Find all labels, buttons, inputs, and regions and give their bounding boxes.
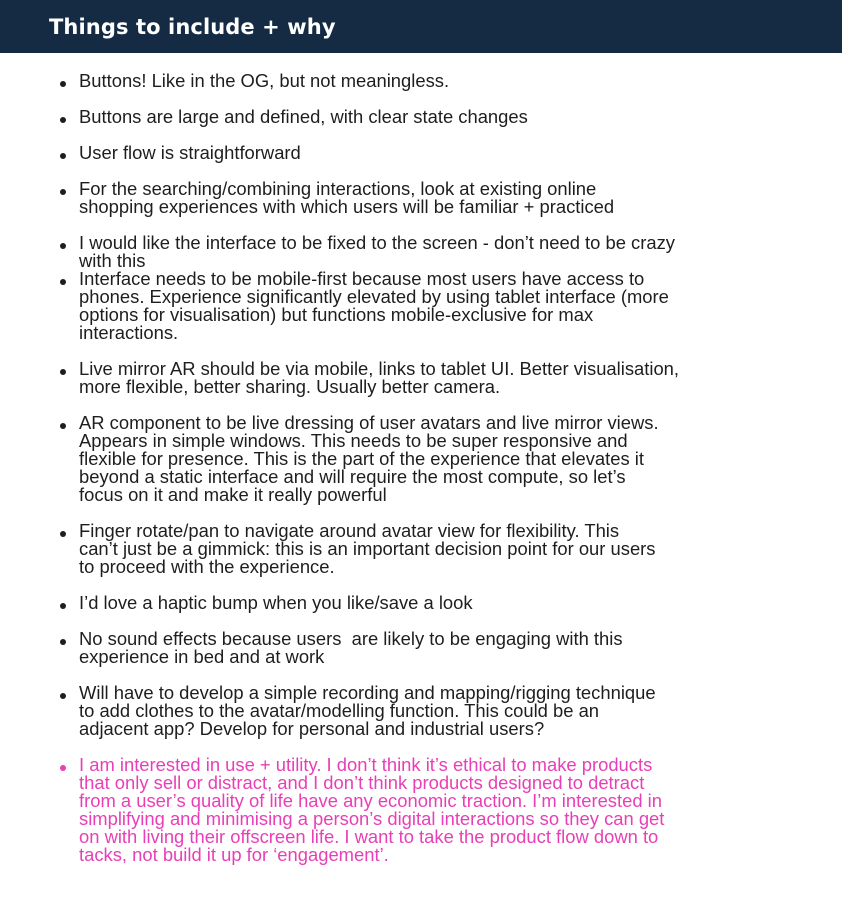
text-line: on with living their offscreen life. I want to take the product flow down to [79, 826, 659, 847]
text-line: Finger rotate/pan to navigate around avatar view for flexibility. This [79, 520, 620, 541]
text-line: flexible for presence. This is the part of the experience that elevates it [79, 448, 644, 469]
bullet-icon [60, 189, 66, 195]
text-line: Will have to develop a simple recording and mapping/rigging technique [79, 682, 656, 703]
text-line: For the searching/combining interactions, look at existing online [79, 178, 597, 199]
list-item-text [79, 630, 779, 666]
list-item-text [79, 360, 779, 396]
text-line: Buttons! Like in the OG, but not meaningless. [79, 70, 450, 91]
list-item-text [79, 414, 779, 504]
text-line: to proceed with the experience. [79, 556, 335, 577]
text-line: phones. Experience significantly elevated by using tablet interface (more [79, 286, 669, 307]
bullet-icon [60, 765, 66, 771]
list-item-text [79, 270, 779, 342]
bullet-icon [60, 423, 66, 429]
text-line: Buttons are large and defined, with clear state changes [79, 106, 528, 127]
text-line: experience in bed and at work [79, 646, 325, 667]
text-line: to add clothes to the avatar/modelling function. This could be an [79, 700, 600, 721]
text-line: options for visualisation) but functions mobile-exclusive for max [79, 304, 594, 325]
text-line: focus on it and make it really powerful [79, 484, 387, 505]
text-line: more flexible, better sharing. Usually better camera. [79, 376, 501, 397]
bullet-icon [60, 81, 66, 87]
text-line: I am interested in use + utility. I don’t think it’s ethical to make products [79, 754, 653, 775]
header-bar [0, 0, 842, 53]
list-item-text [79, 180, 779, 216]
text-line: No sound effects because users are likely to be engaging with this [79, 628, 623, 649]
text-line: User flow is straightforward [79, 142, 301, 163]
list-item-text [79, 234, 779, 270]
text-line: from a user’s quality of life have any economic traction. I’m interested in [79, 790, 662, 811]
text-line: Interface needs to be mobile-first because most users have access to [79, 268, 645, 289]
bullet-icon [60, 603, 66, 609]
bullet-icon [60, 369, 66, 375]
text-line: can’t just be a gimmick: this is an important decision point for our users [79, 538, 656, 559]
list-item-text [79, 756, 779, 864]
bullet-icon [60, 639, 66, 645]
list-item-text [79, 72, 779, 90]
text-line: interactions. [79, 322, 179, 343]
list-item-text [79, 108, 779, 126]
text-line: beyond a static interface and will require the most compute, so let’s [79, 466, 626, 487]
text-line: Appears in simple windows. This needs to be super responsive and [79, 430, 628, 451]
bullet-icon [60, 243, 66, 249]
bullet-icon [60, 153, 66, 159]
bullet-icon [60, 531, 66, 537]
text-line: I would like the interface to be fixed to the screen - don’t need to be crazy [79, 232, 675, 253]
list-item-text [79, 144, 779, 162]
list-item-text [79, 522, 779, 576]
text-line: adjacent app? Develop for personal and industrial users? [79, 718, 545, 739]
text-line: simplifying and minimising a person’s digital interactions so they can get [79, 808, 665, 829]
text-line: that only sell or distract, and I don’t think products designed to detract [79, 772, 645, 793]
page-title: Things to include + why [49, 15, 336, 39]
text-line: tacks, not build it up for ‘engagement’. [79, 844, 389, 865]
bullet-icon [60, 279, 66, 285]
text-line: Live mirror AR should be via mobile, links to tablet UI. Better visualisation, [79, 358, 680, 379]
text-line: I’d love a haptic bump when you like/save a look [79, 592, 473, 613]
text-line: shopping experiences with which users will be familiar + practiced [79, 196, 615, 217]
list-item-text [79, 594, 779, 612]
text-line: with this [79, 250, 146, 271]
bullet-icon [60, 693, 66, 699]
list-item-text [79, 684, 779, 738]
text-line: AR component to be live dressing of user avatars and live mirror views. [79, 412, 659, 433]
bullet-icon [60, 117, 66, 123]
